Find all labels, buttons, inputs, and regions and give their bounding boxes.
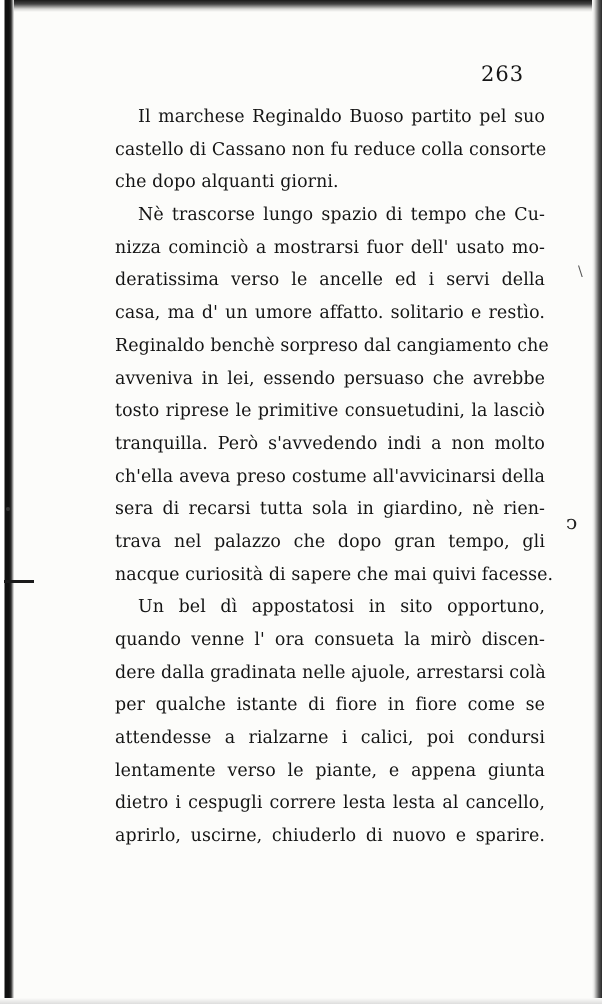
text-line: tranquilla. Però s'avvedendo indi a non molto [115,433,545,454]
text-line: avveniva in lei, essendo persuaso che avrebbe [115,368,545,389]
page-binding-edge [0,0,14,1004]
text-line: aprirlo, uscirne, chiuderlo di nuovo e sparire. [115,826,545,847]
text-line: per qualche istante di fiore in fiore come se [115,695,545,716]
text-line: ch'ella aveva preso costume all'avvicinarsi della [115,466,545,487]
text-line: casa, ma d' un umore affatto. solitario e restìo. [115,303,545,324]
text-line: dere dalla gradinata nelle ajuole, arrestarsi colà [115,662,546,683]
text-line: Nè trascorse lungo spazio di tempo che Cu- [138,205,545,226]
margin-ink-dash [4,580,34,583]
text-line: lentamente verso le piante, e appena giunta [115,760,545,781]
page-right-edge [592,0,602,1004]
text-line: Il marchese Reginaldo Buoso partito pel suo [138,107,545,127]
page-top-edge [0,0,602,12]
margin-ink-mark: ↄ [566,510,578,534]
body-text [115,101,554,853]
text-line: tosto riprese le primitive consuetudini, la lasciò [115,401,545,422]
page-bottom-edge [0,998,602,1004]
text-line: sera di recarsi tutta sola in giardino, nè rien- [115,499,545,520]
text-line: Un bel dì appostatosi in sito opportuno, [138,597,545,618]
text-line: attendesse a rialzarne i calici, poi condursi [115,728,545,749]
text-line: quando venne l' ora consueta la mirò discen- [115,630,545,650]
page-number: 263 [481,62,525,86]
margin-ink-tick: \ [578,264,583,280]
text-line: nizza cominciò a mostrarsi fuor dell' usato mo- [115,237,545,258]
text-line: nacque curiosità di sapere che mai quivi facesse. [115,564,554,585]
text-line: Reginaldo benchè sorpreso dal cangiamento che [115,335,549,356]
text-line: deratissima verso le ancelle ed i servi della [115,270,545,291]
margin-ink-dot [6,507,10,511]
text-line: castello di Cassano non fu reduce colla consorte [115,139,547,160]
text-line: trava nel palazzo che dopo gran tempo, gli [115,531,545,552]
text-line: dietro i cespugli correre lesta lesta al cancello, [115,793,545,814]
text-line: che dopo alquanti giorni. [115,172,339,193]
